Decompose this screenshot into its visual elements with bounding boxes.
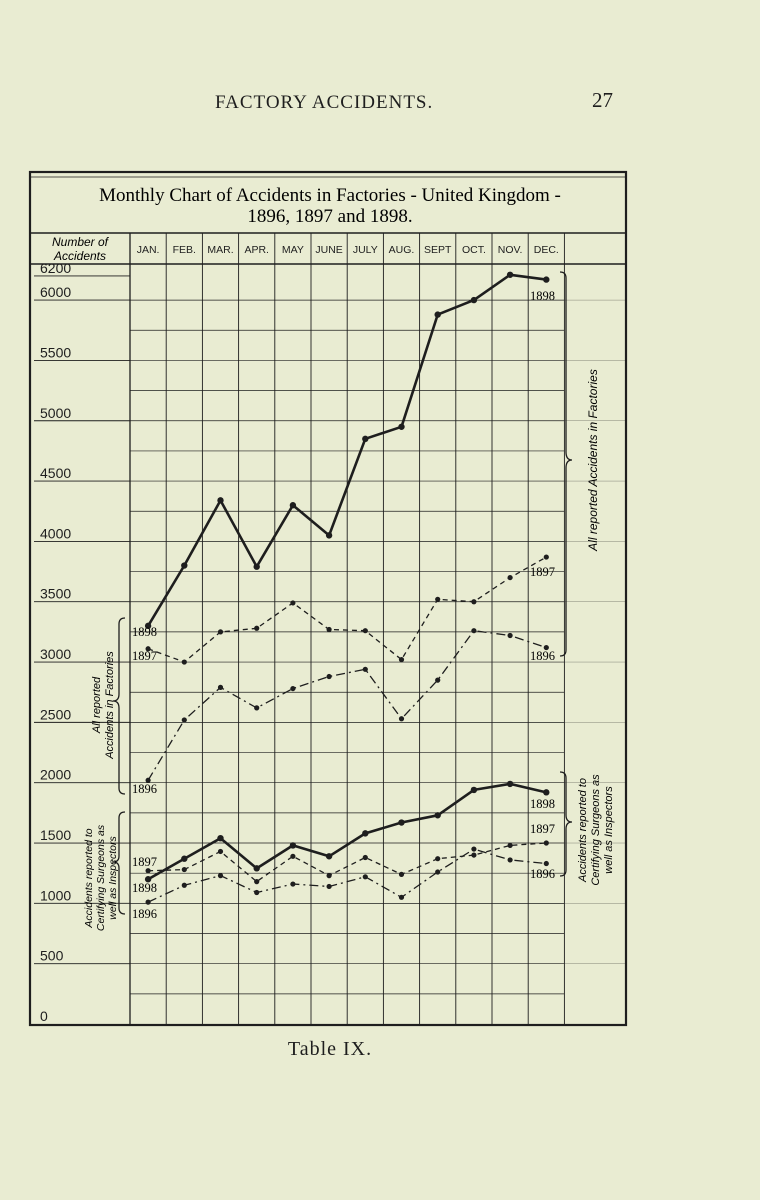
data-point-1896	[254, 890, 259, 895]
data-point-1898	[217, 497, 223, 503]
data-point-1898	[326, 532, 332, 538]
month-label: OCT.	[461, 244, 486, 256]
data-point-1896	[399, 895, 404, 900]
ylabel-line1: Number of	[51, 235, 109, 249]
month-label: AUG.	[388, 244, 415, 256]
year-label-1896-top-left: 1896	[132, 782, 157, 796]
data-point-1896	[182, 717, 187, 722]
right-label-cert-line1: Accidents reported to	[577, 778, 589, 882]
left-label-all-line2: Accidents in Factories	[104, 651, 116, 759]
data-point-1898	[181, 562, 187, 568]
y-tick-label: 0	[40, 1008, 48, 1024]
data-point-1898	[217, 835, 223, 841]
data-point-1897	[471, 852, 476, 857]
data-point-1896	[254, 705, 259, 710]
data-point-1898	[435, 311, 441, 317]
data-point-1897	[327, 627, 332, 632]
data-point-1898	[471, 297, 477, 303]
data-point-1896	[290, 881, 295, 886]
data-point-1897	[218, 849, 223, 854]
data-point-1898	[290, 502, 296, 508]
y-tick-label: 4500	[40, 465, 72, 482]
y-tick-label: 500	[40, 947, 64, 964]
data-point-1897	[327, 873, 332, 878]
data-point-1897	[508, 575, 513, 580]
y-tick-label: 6000	[40, 284, 72, 301]
data-point-1896	[327, 884, 332, 889]
right-brace-all	[560, 272, 572, 656]
y-tick-label: 1000	[40, 887, 72, 904]
month-label: APR.	[244, 244, 269, 256]
table-caption: Table IX.	[287, 1038, 373, 1060]
y-tick-label: 3000	[40, 646, 72, 663]
data-point-1897	[399, 657, 404, 662]
data-point-1897	[182, 867, 187, 872]
y-tick-label: 5500	[40, 344, 72, 361]
data-point-1897	[508, 843, 513, 848]
right-label-all-reported: All reported Accidents in Factories	[586, 369, 600, 551]
data-point-1896	[471, 846, 476, 851]
running-head: FACTORY ACCIDENTS.	[215, 92, 434, 113]
data-point-1898	[398, 424, 404, 430]
year-label-1897-bottom-right: 1897	[530, 822, 555, 836]
data-point-1898	[398, 819, 404, 825]
data-point-1898	[181, 856, 187, 862]
data-point-1896	[399, 716, 404, 721]
year-label-1898-bottom-right: 1898	[530, 797, 555, 811]
left-label-cert-line2: Certifying Surgeons as	[95, 824, 107, 932]
data-point-1897	[254, 879, 259, 884]
data-point-1898	[254, 564, 260, 570]
y-tick-label: 3500	[40, 585, 72, 602]
data-point-1897	[218, 629, 223, 634]
data-point-1896	[508, 857, 513, 862]
month-label: SEPT	[423, 244, 452, 256]
y-tick-label: 5000	[40, 404, 72, 421]
year-label-1897-top-left: 1897	[132, 649, 157, 663]
chart-subtitle: 1896, 1897 and 1898.	[247, 206, 413, 227]
year-label-1896-bottom-right: 1896	[530, 867, 555, 881]
data-point-1896	[435, 869, 440, 874]
ylabel-line2: Accidents	[53, 249, 107, 263]
data-point-1896	[218, 685, 223, 690]
data-point-1898	[507, 272, 513, 278]
y-tick-label: 2000	[40, 766, 72, 783]
month-label: JUNE	[315, 244, 343, 256]
month-label: MAR.	[207, 244, 234, 256]
data-point-1898	[290, 842, 296, 848]
data-point-1898	[326, 853, 332, 859]
month-label: DEC.	[533, 244, 559, 256]
data-point-1898	[507, 781, 513, 787]
left-label-cert-line3: well as Inspectors	[107, 836, 119, 920]
year-label-1898-top-left: 1898	[132, 625, 157, 639]
month-label: NOV.	[497, 244, 523, 256]
data-point-1896	[363, 874, 368, 879]
data-point-1897	[182, 659, 187, 664]
data-point-1897	[435, 856, 440, 861]
year-label-1898-bottom-left: 1898	[132, 881, 157, 895]
data-point-1897	[363, 628, 368, 633]
left-label-cert-line1: Accidents reported to	[83, 828, 95, 928]
data-point-1898	[471, 787, 477, 793]
y-tick-label: 2500	[40, 706, 72, 723]
data-point-1896	[290, 686, 295, 691]
data-point-1896	[508, 633, 513, 638]
data-point-1896	[146, 900, 151, 905]
month-label: FEB.	[172, 244, 196, 256]
data-point-1897	[254, 626, 259, 631]
data-point-1898	[362, 830, 368, 836]
data-point-1897	[399, 872, 404, 877]
data-point-1897	[435, 597, 440, 602]
y-tick-label: 6200	[40, 259, 72, 276]
data-point-1898	[543, 276, 549, 282]
month-label: MAY	[281, 244, 304, 256]
data-point-1898	[435, 812, 441, 818]
y-tick-label: 1500	[40, 827, 72, 844]
data-point-1896	[327, 674, 332, 679]
data-point-1898	[362, 436, 368, 442]
right-label-cert-line3: well as Inspectors	[603, 786, 615, 874]
data-point-1897	[544, 840, 549, 845]
data-point-1897	[471, 599, 476, 604]
right-brace-cert	[560, 772, 572, 876]
chart-title: Monthly Chart of Accidents in Factories - United Kingdom -	[99, 185, 561, 206]
data-point-1896	[182, 883, 187, 888]
data-point-1898	[543, 789, 549, 795]
data-point-1897	[544, 554, 549, 559]
data-point-1898	[254, 865, 260, 871]
year-label-1897-top-right: 1897	[530, 565, 555, 579]
grid-layer	[130, 233, 626, 1025]
data-point-1897	[290, 854, 295, 859]
data-point-1896	[218, 873, 223, 878]
data-point-1897	[363, 855, 368, 860]
data-point-1896	[471, 628, 476, 633]
year-label-1898-top-right: 1898	[530, 289, 555, 303]
page-number: 27	[592, 88, 613, 112]
month-label: JULY	[352, 244, 378, 256]
data-point-1896	[363, 667, 368, 672]
year-label-1897-bottom-left: 1897	[132, 855, 157, 869]
y-tick-label: 4000	[40, 525, 72, 542]
year-label-1896-bottom-left: 1896	[132, 907, 157, 921]
year-label-1896-top-right: 1896	[530, 649, 555, 663]
data-point-1897	[290, 600, 295, 605]
month-label: JAN.	[136, 244, 160, 256]
data-point-1896	[435, 678, 440, 683]
right-label-cert-line2: Certifying Surgeons as	[590, 774, 602, 886]
data-point-1896	[544, 861, 549, 866]
left-label-all-line1: All reported	[91, 676, 103, 734]
